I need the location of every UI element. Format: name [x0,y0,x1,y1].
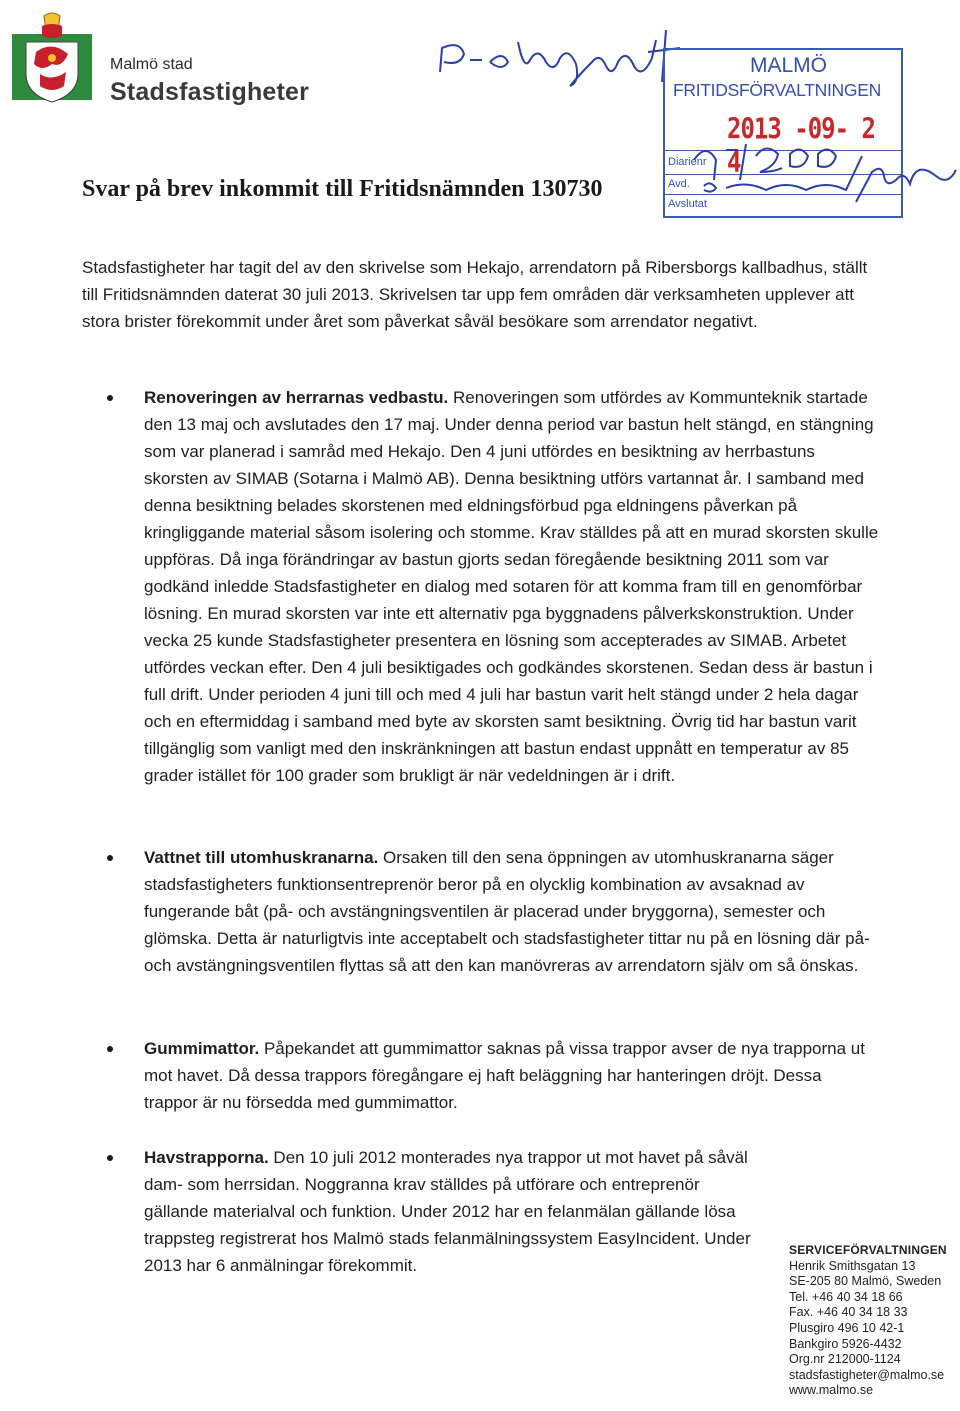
list-item [107,1144,757,1279]
stamp-department: FRITIDSFÖRVALTNINGEN [673,80,881,100]
bullet [107,1155,113,1161]
list-item [107,384,879,789]
stamp-label-handler: Avd. [668,178,690,190]
stamp-label-diary: Diarienr [668,156,707,168]
footer-department: SERVICEFÖRVALTNINGEN [789,1243,947,1257]
list-item [107,844,879,979]
item-heading: Gummimattor. [144,1039,260,1058]
stamp-date: 2013 -09- 2 4 [727,112,875,180]
org-name: Malmö stad [110,56,193,73]
footer-orgnr: Org.nr 212000-1124 [789,1352,901,1367]
intro-paragraph: Stadsfastigheter har tagit del av den skrivelse som Hekajo, arrendatorn på Ribersborgs kallbadhus, ställt till Fritidsnämnden daterat 30 juli 2013. Skrivelsen tar upp fem områden där verksamheten upplever att stora brister förekommit under året som påverkat såväl besökare som arrendator negativt. [82,258,868,331]
document-title: Svar på brev inkommit till Fritidsnämnden 130730 [82,176,603,202]
item-heading: Vattnet till utomhuskranarna. [144,848,379,867]
footer-tel: Tel. +46 40 34 18 66 [789,1289,903,1304]
stamp-city: MALMÖ [749,54,827,77]
bullet [107,855,113,861]
handwritten-diary-number [686,140,960,220]
footer-fax: Fax. +46 40 34 18 33 [789,1305,908,1320]
footer-plusgiro: Plusgiro 496 10 42-1 [789,1320,905,1335]
footer-street: Henrik Smithsgatan 13 [789,1258,916,1273]
list-item [107,1035,879,1116]
footer-email[interactable]: stadsfastigheter@malmo.se [789,1367,945,1382]
item-text: Den 10 juli 2012 monterades nya trappor ut mot havet på såväl dam- som herrsidan. Noggranna krav ställdes på utförare och entreprenör gällande materialval och funktion. Under 2012 har en felanmälan gällande lösa trappsteg registrerat hos Malmö stads felanmälningssystem EasyIncident. Under 2013 har 6 anmälningar förekommit. [144,1148,751,1275]
item-heading: Havstrapporna. [144,1148,269,1167]
footer-web[interactable]: www.malmo.se [789,1383,874,1398]
bullet [107,1046,113,1052]
footer-bankgiro: Bankgiro 5926-4432 [789,1336,902,1351]
stamp-label-closed: Avslutat [668,198,707,210]
org-unit: Stadsfastigheter [110,78,310,106]
item-text: Påpekandet att gummimattor saknas på vissa trappor avser de nya trapporna ut mot havet. Då dessa trappors föregångare ej haft beläggning har hanteringen dröjt. Dessa trappor är nu försedda med gummimattor. [144,1039,865,1112]
bullet [107,395,113,401]
malmo-coat-of-arms-icon [12,12,92,104]
item-heading: Renoveringen av herrarnas vedbastu. [144,388,449,407]
item-text: Renoveringen som utfördes av Kommunteknik startade den 13 maj och avslutades den 17 maj. Under denna period var bastun helt stängd, en stängning som var planerad i samråd med Hekajo. Den 4 juni utfördes en besiktning av herrbastuns skorsten av SIMAB (Sotarna i Malmö AB). Denna besiktning utförs vartannat år. I samband med denna besiktning belades skorstenen med eldningsförbud pga eldningens påverkan på kringliggande material såsom isolering och stomme. Krav ställdes på att en murad skorsten skulle uppföras. Då inga förändringar av bastun gjorts sedan föregående besiktning 2011 som var godkänd inledde Stadsfastigheter en dialog med sotaren för att komma fram till en genomförbar lösning. En murad skorsten var inte ett alternativ pga byggnadens pålverkskonstruktion. Under vecka 25 kunde Stadsfastigheter presentera en lösning som accepterades av SIMAB. Arbetet utfördes veckan efter. Den 4 juli besiktigades och godkändes skorstenen. Sedan dess är bastun i full drift. Under perioden 4 juni till och med 4 juli har bastun varit helt stängd under 2 hela dagar och en eftermiddag i samband med byte av skorsten samt besiktning. Övrig tid har bastun varit tillgänglig som vanligt med den inskränkningen att bastun endast uppnått en temperatur av 85 grader istället för 100 grader som brukligt är när vedeldningen är i drift. [144,388,879,785]
item-text: Orsaken till den sena öppningen av utomhuskranarna säger stadsfastigheters funktionsentreprenör beror på en olycklig kombination av avsaknad av fungerande båt (på- och avstängningsventilen är placerad under bryggorna), semester och glömska. Detta är naturligtvis inte acceptabelt och stadsfastigheter tittar nu på en lösning där på- och avstängningsventilen flyttas så att den kan manövreras av arrendatorn själv om så önskas. [144,848,870,975]
footer-postal: SE-205 80 Malmö, Sweden [789,1274,942,1289]
contact-block [789,1243,959,1399]
